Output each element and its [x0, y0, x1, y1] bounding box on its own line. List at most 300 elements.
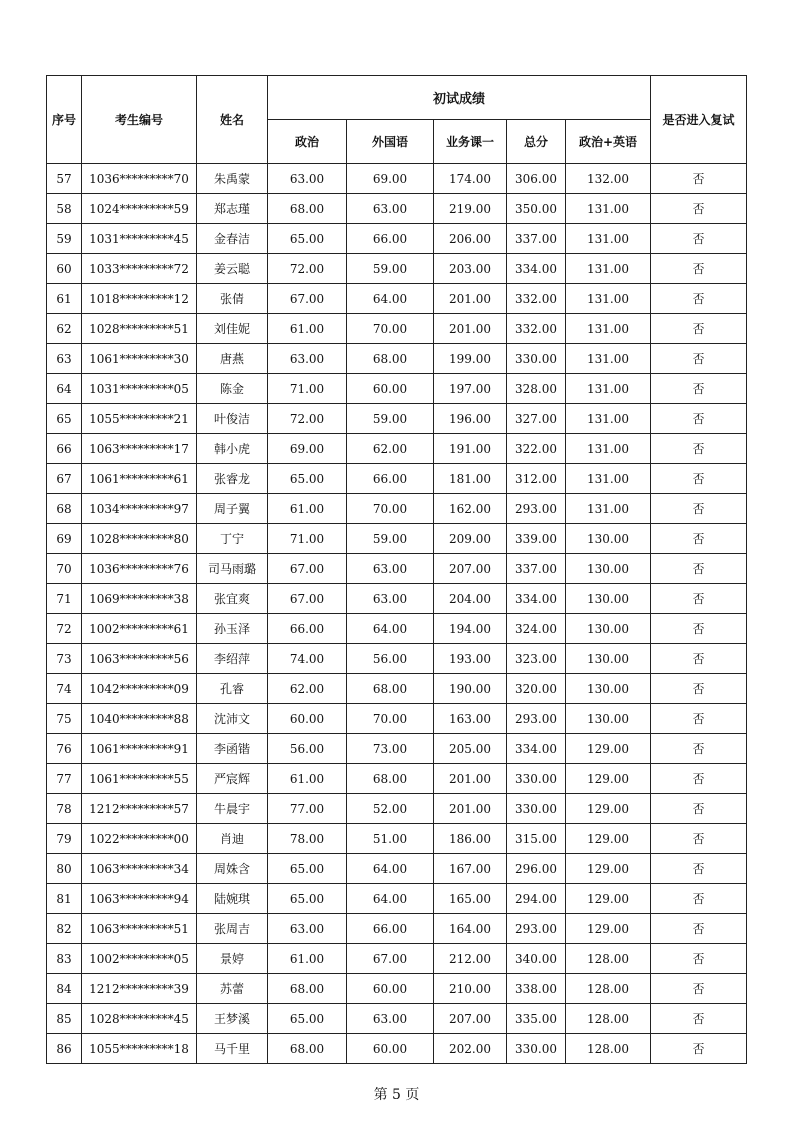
- cell-total: 340.00: [507, 944, 566, 974]
- cell-total: 334.00: [507, 734, 566, 764]
- cell-politics-english: 131.00: [566, 404, 651, 434]
- cell-politics: 65.00: [268, 1004, 347, 1034]
- cell-foreign-language: 68.00: [347, 764, 434, 794]
- cell-seq: 68: [47, 494, 82, 524]
- cell-major-course-1: 209.00: [434, 524, 507, 554]
- cell-foreign-language: 68.00: [347, 674, 434, 704]
- cell-seq: 58: [47, 194, 82, 224]
- cell-politics-english: 129.00: [566, 914, 651, 944]
- cell-total: 330.00: [507, 794, 566, 824]
- cell-politics: 78.00: [268, 824, 347, 854]
- cell-politics-english: 131.00: [566, 284, 651, 314]
- cell-total: 327.00: [507, 404, 566, 434]
- cell-total: 293.00: [507, 494, 566, 524]
- cell-seq: 72: [47, 614, 82, 644]
- cell-exam-id: 1055*********18: [82, 1034, 197, 1064]
- cell-politics: 68.00: [268, 1034, 347, 1064]
- cell-politics: 66.00: [268, 614, 347, 644]
- cell-major-course-1: 174.00: [434, 164, 507, 194]
- cell-politics: 65.00: [268, 854, 347, 884]
- cell-retest: 否: [651, 164, 747, 194]
- cell-politics-english: 132.00: [566, 164, 651, 194]
- cell-total: 334.00: [507, 254, 566, 284]
- cell-major-course-1: 207.00: [434, 554, 507, 584]
- cell-foreign-language: 64.00: [347, 614, 434, 644]
- cell-politics-english: 130.00: [566, 554, 651, 584]
- cell-major-course-1: 219.00: [434, 194, 507, 224]
- cell-seq: 62: [47, 314, 82, 344]
- cell-major-course-1: 204.00: [434, 584, 507, 614]
- cell-politics: 68.00: [268, 974, 347, 1004]
- cell-seq: 77: [47, 764, 82, 794]
- cell-name: 朱禹蒙: [197, 164, 268, 194]
- cell-name: 张宜爽: [197, 584, 268, 614]
- cell-politics-english: 129.00: [566, 794, 651, 824]
- table-row: [47, 464, 747, 494]
- cell-politics-english: 130.00: [566, 674, 651, 704]
- cell-total: 330.00: [507, 1034, 566, 1064]
- cell-exam-id: 1033*********72: [82, 254, 197, 284]
- cell-foreign-language: 73.00: [347, 734, 434, 764]
- cell-exam-id: 1063*********51: [82, 914, 197, 944]
- cell-total: 320.00: [507, 674, 566, 704]
- cell-retest: 否: [651, 614, 747, 644]
- cell-exam-id: 1028*********45: [82, 1004, 197, 1034]
- table-row: [47, 854, 747, 884]
- table-row: [47, 674, 747, 704]
- cell-seq: 82: [47, 914, 82, 944]
- cell-politics-english: 130.00: [566, 584, 651, 614]
- cell-foreign-language: 59.00: [347, 524, 434, 554]
- cell-politics: 61.00: [268, 314, 347, 344]
- cell-retest: 否: [651, 434, 747, 464]
- cell-politics-english: 131.00: [566, 314, 651, 344]
- cell-foreign-language: 62.00: [347, 434, 434, 464]
- table-row: [47, 374, 747, 404]
- cell-foreign-language: 52.00: [347, 794, 434, 824]
- cell-politics: 65.00: [268, 464, 347, 494]
- cell-name: 丁宁: [197, 524, 268, 554]
- cell-name: 张周吉: [197, 914, 268, 944]
- cell-total: 337.00: [507, 224, 566, 254]
- cell-seq: 76: [47, 734, 82, 764]
- cell-retest: 否: [651, 824, 747, 854]
- cell-total: 332.00: [507, 284, 566, 314]
- cell-politics: 74.00: [268, 644, 347, 674]
- cell-politics: 63.00: [268, 914, 347, 944]
- cell-seq: 64: [47, 374, 82, 404]
- cell-politics: 61.00: [268, 494, 347, 524]
- cell-name: 严宸辉: [197, 764, 268, 794]
- cell-retest: 否: [651, 584, 747, 614]
- cell-seq: 86: [47, 1034, 82, 1064]
- cell-retest: 否: [651, 314, 747, 344]
- cell-politics: 67.00: [268, 584, 347, 614]
- cell-name: 苏蕾: [197, 974, 268, 1004]
- cell-retest: 否: [651, 704, 747, 734]
- cell-name: 李函锴: [197, 734, 268, 764]
- table-row: [47, 734, 747, 764]
- cell-politics-english: 129.00: [566, 854, 651, 884]
- cell-major-course-1: 203.00: [434, 254, 507, 284]
- table-row: [47, 974, 747, 1004]
- cell-foreign-language: 63.00: [347, 194, 434, 224]
- cell-seq: 79: [47, 824, 82, 854]
- cell-major-course-1: 197.00: [434, 374, 507, 404]
- cell-total: 323.00: [507, 644, 566, 674]
- cell-foreign-language: 64.00: [347, 884, 434, 914]
- cell-major-course-1: 167.00: [434, 854, 507, 884]
- cell-foreign-language: 60.00: [347, 374, 434, 404]
- cell-retest: 否: [651, 764, 747, 794]
- cell-retest: 否: [651, 464, 747, 494]
- table-row: [47, 614, 747, 644]
- header-foreign-language: 外国语: [347, 120, 434, 164]
- page-number: 第 5 页: [373, 1087, 420, 1103]
- cell-retest: 否: [651, 554, 747, 584]
- cell-major-course-1: 163.00: [434, 704, 507, 734]
- cell-exam-id: 1069*********38: [82, 584, 197, 614]
- cell-name: 唐燕: [197, 344, 268, 374]
- cell-retest: 否: [651, 914, 747, 944]
- cell-total: 324.00: [507, 614, 566, 644]
- cell-major-course-1: 191.00: [434, 434, 507, 464]
- cell-politics: 69.00: [268, 434, 347, 464]
- cell-name: 周姝含: [197, 854, 268, 884]
- cell-retest: 否: [651, 734, 747, 764]
- table-row: [47, 764, 747, 794]
- cell-seq: 66: [47, 434, 82, 464]
- cell-foreign-language: 51.00: [347, 824, 434, 854]
- header-politics: 政治: [268, 120, 347, 164]
- cell-exam-id: 1031*********45: [82, 224, 197, 254]
- cell-name: 刘佳妮: [197, 314, 268, 344]
- cell-exam-id: 1212*********57: [82, 794, 197, 824]
- cell-politics-english: 131.00: [566, 434, 651, 464]
- cell-name: 叶俊洁: [197, 404, 268, 434]
- table-row: [47, 524, 747, 554]
- cell-major-course-1: 201.00: [434, 764, 507, 794]
- cell-politics: 60.00: [268, 704, 347, 734]
- cell-politics: 68.00: [268, 194, 347, 224]
- cell-major-course-1: 196.00: [434, 404, 507, 434]
- cell-name: 牛晨宇: [197, 794, 268, 824]
- cell-total: 293.00: [507, 704, 566, 734]
- table-row: [47, 434, 747, 464]
- cell-seq: 85: [47, 1004, 82, 1034]
- score-sheet: [46, 75, 747, 1064]
- cell-foreign-language: 60.00: [347, 974, 434, 1004]
- cell-name: 周子翼: [197, 494, 268, 524]
- cell-politics: 71.00: [268, 524, 347, 554]
- cell-politics: 56.00: [268, 734, 347, 764]
- cell-foreign-language: 64.00: [347, 284, 434, 314]
- cell-foreign-language: 70.00: [347, 704, 434, 734]
- cell-seq: 83: [47, 944, 82, 974]
- cell-politics-english: 130.00: [566, 704, 651, 734]
- cell-retest: 否: [651, 944, 747, 974]
- cell-foreign-language: 63.00: [347, 584, 434, 614]
- score-table: [46, 75, 747, 1064]
- cell-seq: 73: [47, 644, 82, 674]
- cell-retest: 否: [651, 404, 747, 434]
- table-row: [47, 164, 747, 194]
- cell-foreign-language: 70.00: [347, 314, 434, 344]
- header-exam-id: 考生编号: [82, 76, 197, 164]
- cell-exam-id: 1063*********34: [82, 854, 197, 884]
- cell-name: 司马雨璐: [197, 554, 268, 584]
- cell-exam-id: 1063*********56: [82, 644, 197, 674]
- cell-exam-id: 1002*********61: [82, 614, 197, 644]
- cell-seq: 63: [47, 344, 82, 374]
- cell-retest: 否: [651, 854, 747, 884]
- cell-seq: 60: [47, 254, 82, 284]
- cell-retest: 否: [651, 284, 747, 314]
- cell-major-course-1: 201.00: [434, 314, 507, 344]
- cell-politics: 61.00: [268, 764, 347, 794]
- cell-exam-id: 1212*********39: [82, 974, 197, 1004]
- table-row: [47, 704, 747, 734]
- cell-major-course-1: 181.00: [434, 464, 507, 494]
- cell-retest: 否: [651, 1004, 747, 1034]
- cell-major-course-1: 162.00: [434, 494, 507, 524]
- cell-total: 334.00: [507, 584, 566, 614]
- cell-total: 294.00: [507, 884, 566, 914]
- cell-retest: 否: [651, 974, 747, 1004]
- cell-foreign-language: 59.00: [347, 404, 434, 434]
- cell-exam-id: 1036*********76: [82, 554, 197, 584]
- cell-foreign-language: 64.00: [347, 854, 434, 884]
- cell-exam-id: 1061*********30: [82, 344, 197, 374]
- table-row: [47, 914, 747, 944]
- table-row: [47, 824, 747, 854]
- table-row: [47, 1034, 747, 1064]
- cell-politics: 61.00: [268, 944, 347, 974]
- cell-foreign-language: 70.00: [347, 494, 434, 524]
- cell-politics-english: 128.00: [566, 944, 651, 974]
- cell-total: 315.00: [507, 824, 566, 854]
- table-body: [47, 164, 747, 1064]
- cell-exam-id: 1061*********61: [82, 464, 197, 494]
- table-row: [47, 344, 747, 374]
- cell-retest: 否: [651, 794, 747, 824]
- cell-major-course-1: 190.00: [434, 674, 507, 704]
- table-header: [47, 76, 747, 164]
- table-row: [47, 584, 747, 614]
- cell-politics-english: 131.00: [566, 494, 651, 524]
- cell-total: 330.00: [507, 344, 566, 374]
- cell-name: 孙玉泽: [197, 614, 268, 644]
- cell-major-course-1: 212.00: [434, 944, 507, 974]
- cell-politics: 72.00: [268, 404, 347, 434]
- cell-retest: 否: [651, 194, 747, 224]
- header-retest: 是否进入复试: [651, 76, 747, 164]
- header-politics-english: 政治+英语: [566, 120, 651, 164]
- cell-seq: 57: [47, 164, 82, 194]
- cell-politics-english: 131.00: [566, 344, 651, 374]
- cell-politics: 63.00: [268, 164, 347, 194]
- cell-total: 350.00: [507, 194, 566, 224]
- cell-major-course-1: 165.00: [434, 884, 507, 914]
- table-row: [47, 644, 747, 674]
- cell-seq: 74: [47, 674, 82, 704]
- cell-name: 马千里: [197, 1034, 268, 1064]
- cell-politics-english: 129.00: [566, 824, 651, 854]
- cell-major-course-1: 206.00: [434, 224, 507, 254]
- cell-major-course-1: 199.00: [434, 344, 507, 374]
- cell-major-course-1: 210.00: [434, 974, 507, 1004]
- cell-exam-id: 1042*********09: [82, 674, 197, 704]
- cell-seq: 67: [47, 464, 82, 494]
- cell-total: 335.00: [507, 1004, 566, 1034]
- cell-retest: 否: [651, 884, 747, 914]
- cell-exam-id: 1018*********12: [82, 284, 197, 314]
- cell-exam-id: 1028*********80: [82, 524, 197, 554]
- cell-name: 李绍萍: [197, 644, 268, 674]
- cell-retest: 否: [651, 344, 747, 374]
- cell-total: 293.00: [507, 914, 566, 944]
- cell-major-course-1: 193.00: [434, 644, 507, 674]
- table-row: [47, 794, 747, 824]
- cell-name: 陈金: [197, 374, 268, 404]
- header-major-course-1: 业务课一: [434, 120, 507, 164]
- cell-foreign-language: 67.00: [347, 944, 434, 974]
- cell-politics: 77.00: [268, 794, 347, 824]
- cell-name: 沈沛文: [197, 704, 268, 734]
- cell-seq: 81: [47, 884, 82, 914]
- cell-total: 330.00: [507, 764, 566, 794]
- cell-major-course-1: 201.00: [434, 284, 507, 314]
- cell-name: 景婷: [197, 944, 268, 974]
- cell-name: 王梦溪: [197, 1004, 268, 1034]
- table-row: [47, 224, 747, 254]
- cell-politics-english: 129.00: [566, 884, 651, 914]
- cell-politics-english: 131.00: [566, 464, 651, 494]
- cell-retest: 否: [651, 644, 747, 674]
- table-row: [47, 194, 747, 224]
- cell-major-course-1: 194.00: [434, 614, 507, 644]
- cell-politics-english: 130.00: [566, 644, 651, 674]
- cell-politics-english: 129.00: [566, 734, 651, 764]
- cell-seq: 71: [47, 584, 82, 614]
- cell-politics-english: 130.00: [566, 614, 651, 644]
- table-row: [47, 884, 747, 914]
- cell-total: 339.00: [507, 524, 566, 554]
- cell-seq: 75: [47, 704, 82, 734]
- cell-exam-id: 1061*********91: [82, 734, 197, 764]
- cell-name: 孔睿: [197, 674, 268, 704]
- cell-exam-id: 1022*********00: [82, 824, 197, 854]
- cell-politics-english: 128.00: [566, 974, 651, 1004]
- cell-politics: 71.00: [268, 374, 347, 404]
- cell-major-course-1: 207.00: [434, 1004, 507, 1034]
- cell-major-course-1: 202.00: [434, 1034, 507, 1064]
- cell-exam-id: 1063*********94: [82, 884, 197, 914]
- table-row: [47, 944, 747, 974]
- cell-exam-id: 1063*********17: [82, 434, 197, 464]
- cell-total: 312.00: [507, 464, 566, 494]
- cell-seq: 69: [47, 524, 82, 554]
- cell-total: 306.00: [507, 164, 566, 194]
- cell-politics-english: 131.00: [566, 254, 651, 284]
- header-name: 姓名: [197, 76, 268, 164]
- table-row: [47, 284, 747, 314]
- cell-exam-id: 1055*********21: [82, 404, 197, 434]
- cell-seq: 84: [47, 974, 82, 1004]
- cell-retest: 否: [651, 374, 747, 404]
- cell-foreign-language: 60.00: [347, 1034, 434, 1064]
- cell-total: 337.00: [507, 554, 566, 584]
- cell-exam-id: 1061*********55: [82, 764, 197, 794]
- cell-foreign-language: 66.00: [347, 464, 434, 494]
- table-row: [47, 314, 747, 344]
- table-row: [47, 1004, 747, 1034]
- cell-exam-id: 1040*********88: [82, 704, 197, 734]
- cell-name: 姜云聪: [197, 254, 268, 284]
- cell-seq: 65: [47, 404, 82, 434]
- cell-total: 296.00: [507, 854, 566, 884]
- cell-retest: 否: [651, 524, 747, 554]
- cell-seq: 70: [47, 554, 82, 584]
- cell-name: 金春洁: [197, 224, 268, 254]
- cell-exam-id: 1031*********05: [82, 374, 197, 404]
- table-row: [47, 254, 747, 284]
- cell-total: 328.00: [507, 374, 566, 404]
- cell-retest: 否: [651, 224, 747, 254]
- cell-foreign-language: 68.00: [347, 344, 434, 374]
- cell-exam-id: 1024*********59: [82, 194, 197, 224]
- cell-name: 张睿龙: [197, 464, 268, 494]
- cell-politics: 62.00: [268, 674, 347, 704]
- cell-total: 338.00: [507, 974, 566, 1004]
- header-total: 总分: [507, 120, 566, 164]
- cell-major-course-1: 186.00: [434, 824, 507, 854]
- cell-politics-english: 129.00: [566, 764, 651, 794]
- cell-major-course-1: 205.00: [434, 734, 507, 764]
- cell-retest: 否: [651, 254, 747, 284]
- cell-foreign-language: 66.00: [347, 914, 434, 944]
- header-group-prelim-scores: 初试成绩: [268, 76, 651, 120]
- cell-politics: 63.00: [268, 344, 347, 374]
- cell-retest: 否: [651, 494, 747, 524]
- cell-politics-english: 128.00: [566, 1034, 651, 1064]
- cell-retest: 否: [651, 1034, 747, 1064]
- cell-retest: 否: [651, 674, 747, 704]
- cell-politics: 67.00: [268, 284, 347, 314]
- cell-seq: 61: [47, 284, 82, 314]
- table-row: [47, 554, 747, 584]
- cell-seq: 78: [47, 794, 82, 824]
- cell-exam-id: 1002*********05: [82, 944, 197, 974]
- cell-total: 322.00: [507, 434, 566, 464]
- cell-politics: 72.00: [268, 254, 347, 284]
- cell-foreign-language: 59.00: [347, 254, 434, 284]
- cell-name: 张倩: [197, 284, 268, 314]
- cell-major-course-1: 164.00: [434, 914, 507, 944]
- cell-politics: 67.00: [268, 554, 347, 584]
- cell-politics: 65.00: [268, 224, 347, 254]
- cell-politics-english: 130.00: [566, 524, 651, 554]
- cell-name: 郑志瑾: [197, 194, 268, 224]
- cell-foreign-language: 63.00: [347, 1004, 434, 1034]
- cell-seq: 59: [47, 224, 82, 254]
- cell-politics-english: 131.00: [566, 374, 651, 404]
- cell-politics-english: 128.00: [566, 1004, 651, 1034]
- cell-exam-id: 1028*********51: [82, 314, 197, 344]
- cell-major-course-1: 201.00: [434, 794, 507, 824]
- cell-total: 332.00: [507, 314, 566, 344]
- cell-name: 肖迪: [197, 824, 268, 854]
